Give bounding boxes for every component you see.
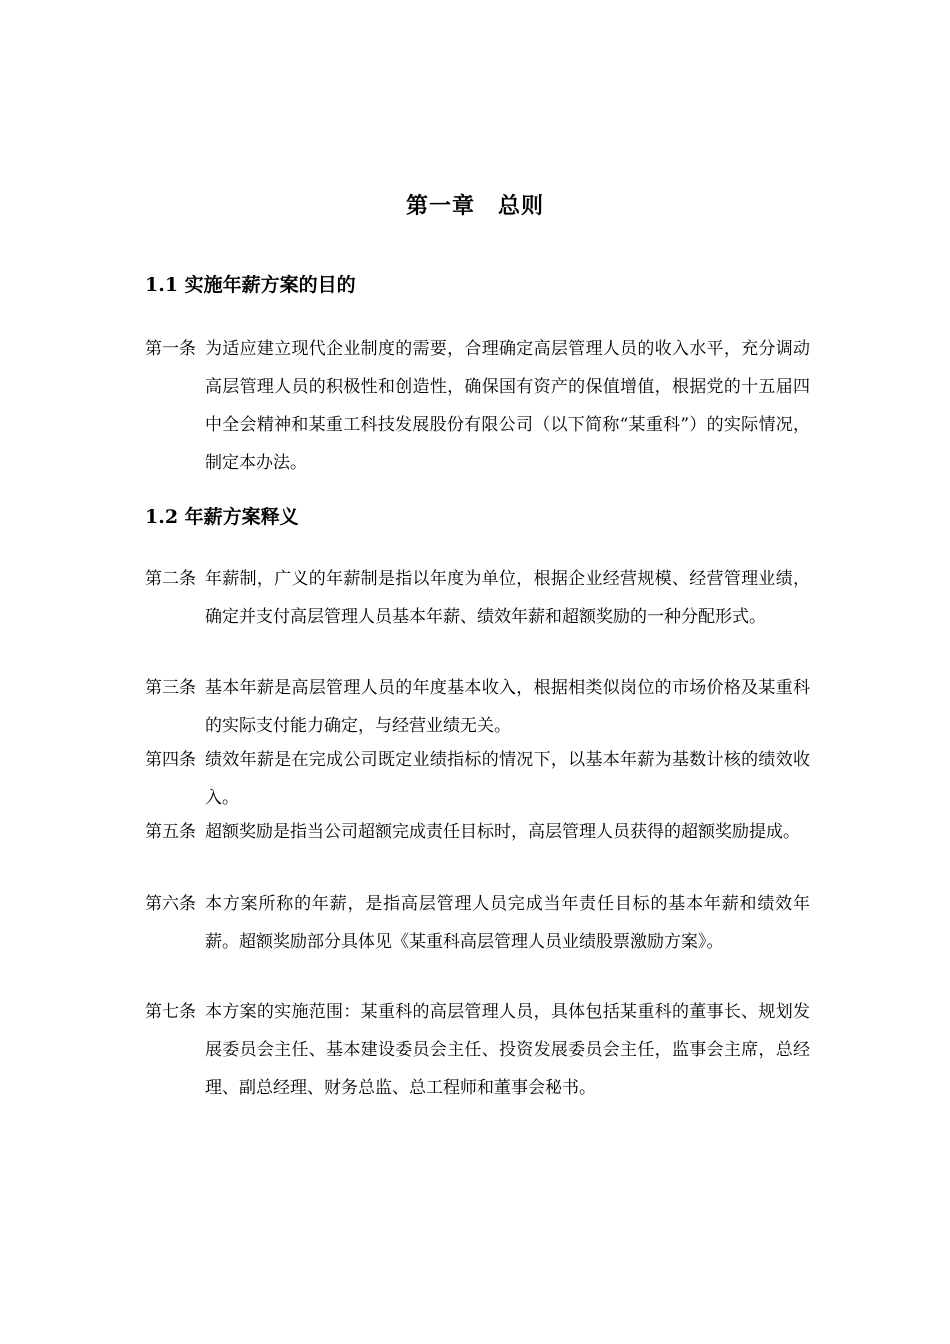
article-text: 绩效年薪是在完成公司既定业绩指标的情况下，以基本年薪为基数计核的绩效收入。 — [205, 750, 810, 808]
article-label: 第六条 — [145, 894, 196, 914]
section-heading-1-1: 1.1 实施年薪方案的目的 — [145, 274, 356, 296]
article-label: 第二条 — [145, 569, 196, 589]
article-text: 超额奖励是指当公司超额完成责任目标时，高层管理人员获得的超额奖励提成。 — [205, 822, 800, 842]
article-3 — [145, 669, 810, 745]
article-label: 第七条 — [145, 1002, 196, 1022]
article-label: 第四条 — [145, 750, 196, 770]
article-4 — [145, 741, 810, 817]
article-5 — [145, 813, 810, 851]
article-text: 年薪制，广义的年薪制是指以年度为单位，根据企业经营规模、经营管理业绩，确定并支付高层管理人员基本年薪、绩效年薪和超额奖励的一种分配形式。 — [205, 569, 810, 627]
article-2 — [145, 560, 810, 636]
article-text: 本方案的实施范围：某重科的高层管理人员，具体包括某重科的董事长、规划发展委员会主任、基本建设委员会主任、投资发展委员会主任，监事会主席，总经理、副总经理、财务总监、总工程师和董事会秘书。 — [205, 1002, 810, 1098]
article-label: 第三条 — [145, 678, 196, 698]
article-7 — [145, 993, 810, 1107]
article-text: 本方案所称的年薪，是指高层管理人员完成当年责任目标的基本年薪和绩效年薪。超额奖励部分具体见《某重科高层管理人员业绩股票激励方案》。 — [205, 894, 810, 952]
article-label: 第五条 — [145, 822, 196, 842]
article-text: 基本年薪是高层管理人员的年度基本收入，根据相类似岗位的市场价格及某重科的实际支付能力确定，与经营业绩无关。 — [205, 678, 810, 736]
article-label: 第一条 — [145, 339, 196, 359]
article-text: 为适应建立现代企业制度的需要，合理确定高层管理人员的收入水平，充分调动高层管理人员的积极性和创造性，确保国有资产的保值增值，根据党的十五届四中全会精神和某重工科技发展股份有限公司（以下简称“某重科”）的实际情况，制定本办法。 — [205, 339, 810, 473]
section-heading-1-2: 1.2 年薪方案释义 — [145, 506, 299, 528]
article-1 — [145, 330, 810, 482]
article-6 — [145, 885, 810, 961]
chapter-title: 第一章 总则 — [405, 193, 544, 219]
